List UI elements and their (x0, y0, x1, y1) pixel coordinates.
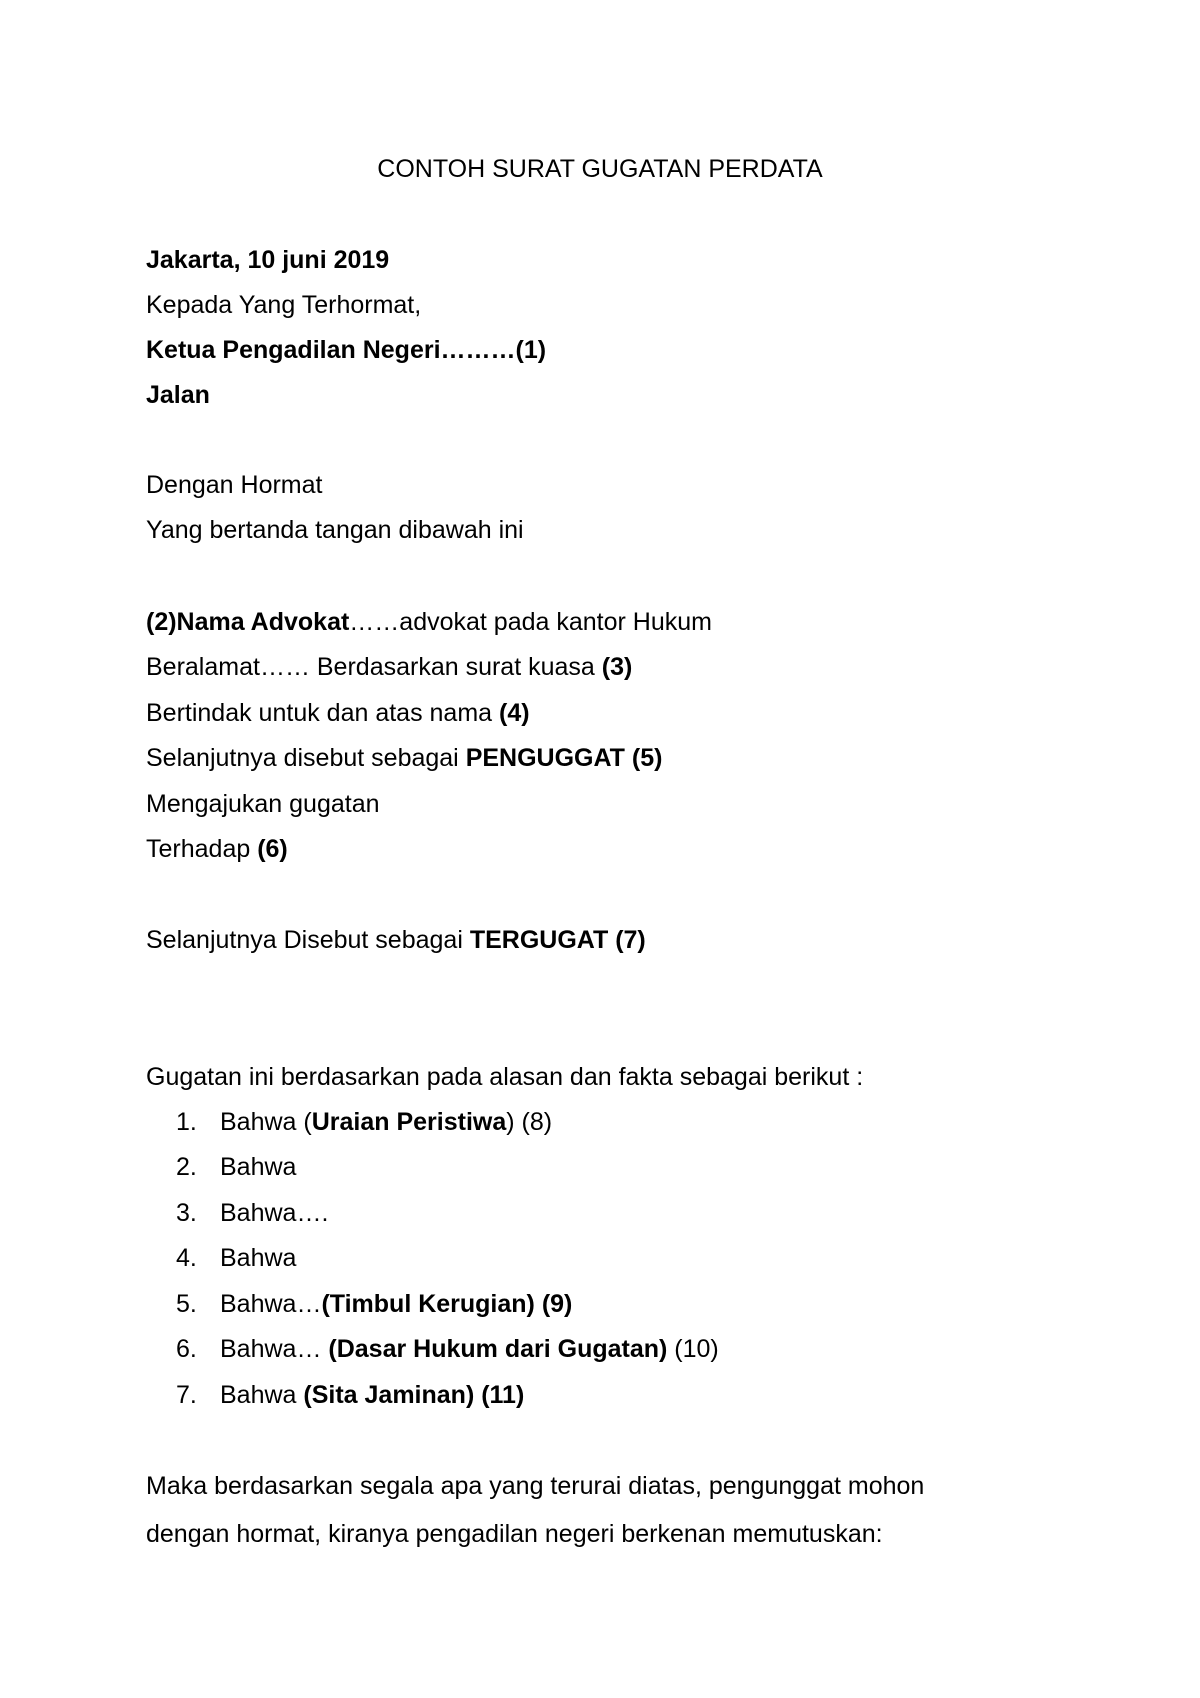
greeting: Dengan Hormat (146, 471, 323, 499)
address-ref: (3) (601, 653, 633, 681)
plaintiff-text: Selanjutnya disebut sebagai (146, 744, 466, 772)
list-item: 6. Bahwa… (Dasar Hukum dari Gugatan) (10) (176, 1335, 719, 1363)
salutation-to: Kepada Yang Terhormat, (146, 291, 422, 319)
filing-line: Mengajukan gugatan (146, 790, 380, 818)
closing-line-1: Maka berdasarkan segala apa yang terurai diatas, pengunggat mohon (146, 1472, 925, 1500)
against-text: Terhadap (146, 835, 258, 863)
advocate-line (146, 606, 712, 638)
closing-line-2: dengan hormat, kiranya pengadilan negeri berkenan memutuskan: (146, 1520, 883, 1548)
recipient-address: Jalan (146, 381, 210, 409)
acting-ref: (4) (499, 699, 530, 727)
advocate-name: (2)Nama Advokat (146, 608, 350, 636)
list-item: 4. Bahwa (176, 1244, 297, 1272)
against-line (146, 833, 288, 865)
address-line (146, 651, 632, 683)
list-item: 1. Bahwa (Uraian Peristiwa) (8) (176, 1108, 553, 1136)
grounds-intro: Gugatan ini berdasarkan pada alasan dan fakta sebagai berikut : (146, 1063, 864, 1091)
plaintiff-line (146, 742, 662, 774)
defendant-label: TERGUGAT (7) (469, 926, 646, 954)
advocate-office: ……advokat pada kantor Hukum (349, 608, 712, 636)
against-ref: (6) (257, 835, 288, 863)
letter-date: Jakarta, 10 juni 2019 (146, 246, 390, 274)
undersigned-line: Yang bertanda tangan dibawah ini (146, 516, 524, 544)
plaintiff-label: PENGUGGAT (5) (465, 744, 663, 772)
acting-line (146, 697, 530, 729)
address-text: Beralamat…… Berdasarkan surat kuasa (146, 653, 602, 681)
list-item: 2. Bahwa (176, 1153, 297, 1181)
defendant-text: Selanjutnya Disebut sebagai (146, 926, 470, 954)
list-item: 7. Bahwa (Sita Jaminan) (11) (176, 1381, 525, 1409)
list-item: 3. Bahwa…. (176, 1199, 329, 1227)
list-item: 5. Bahwa…(Timbul Kerugian) (9) (176, 1290, 573, 1318)
recipient: Ketua Pengadilan Negeri………(1) (146, 336, 547, 364)
acting-text: Bertindak untuk dan atas nama (146, 699, 500, 727)
document-title: CONTOH SURAT GUGATAN PERDATA (377, 155, 823, 183)
defendant-line (146, 924, 646, 956)
